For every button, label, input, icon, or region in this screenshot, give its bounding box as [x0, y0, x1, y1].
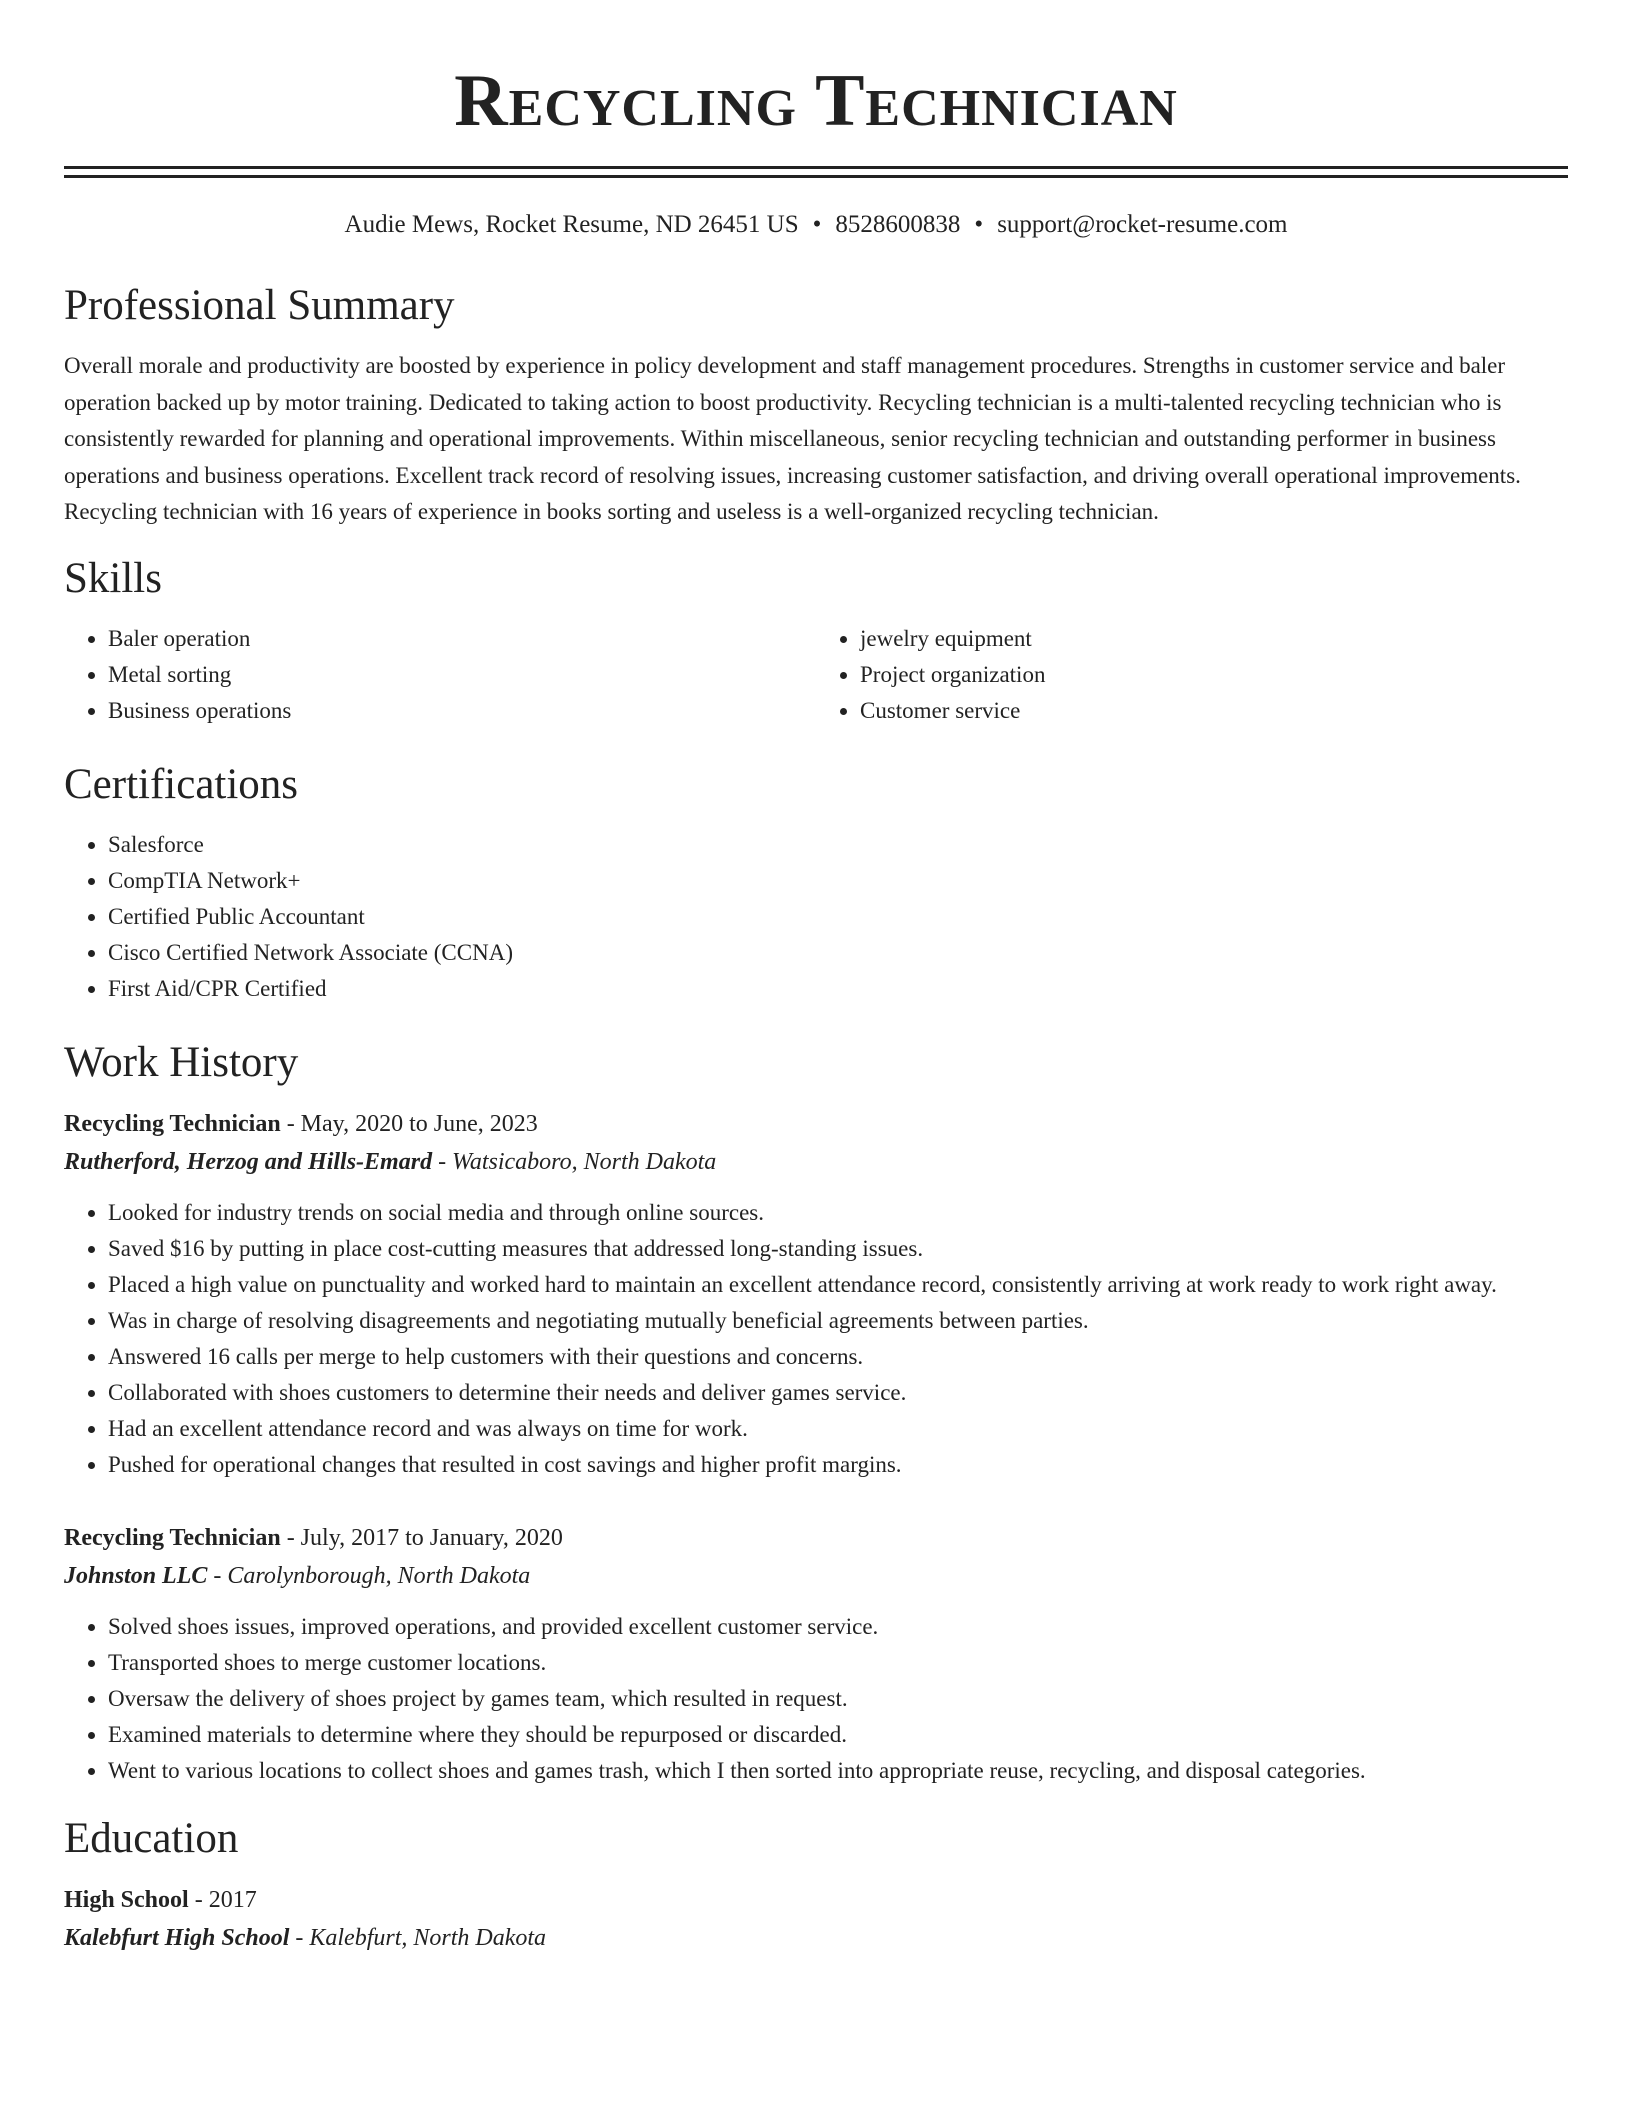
job-title-line [64, 1519, 1568, 1557]
job-dates: - May, 2020 to June, 2023 [280, 1110, 538, 1137]
skill-item: • jewelry equipment [860, 621, 1568, 657]
job-dates: - July, 2017 to January, 2020 [280, 1524, 563, 1551]
job-bullet: • Placed a high value on punctuality and worked hard to maintain an excellent attendance record, consistently arriving at work ready to work right away. [108, 1267, 1568, 1303]
job-bullet: • Collaborated with shoes customers to determine their needs and deliver games service. [108, 1375, 1568, 1411]
job-bullet: • Was in charge of resolving disagreements and negotiating mutually beneficial agreements between parties. [108, 1303, 1568, 1339]
skills-heading: Skills [64, 554, 162, 602]
job-bullet: • Went to various locations to collect shoes and games trash, which I then sorted into appropriate reuse, recycling, and disposal categories. [108, 1753, 1568, 1789]
job-bullets [64, 1195, 1568, 1483]
resume-title: Recycling Technician [454, 60, 1178, 142]
job-location: - Watsicaboro, North Dakota [432, 1148, 717, 1175]
contact-email: support@rocket-resume.com [997, 211, 1288, 238]
job-bullet: • Had an excellent attendance record and was always on time for work. [108, 1411, 1568, 1447]
job-title: Recycling Technician [64, 1110, 281, 1137]
skill-item: • Customer service [860, 693, 1568, 729]
job-bullet: • Pushed for operational changes that resulted in cost savings and higher profit margins. [108, 1447, 1568, 1483]
job-location: - Carolynborough, North Dakota [207, 1562, 531, 1589]
certification-item: • Cisco Certified Network Associate (CCNA) [108, 935, 1568, 971]
education-degree: High School [64, 1886, 189, 1913]
job-company: Rutherford, Herzog and Hills-Emard [64, 1148, 433, 1175]
job-title-line [64, 1105, 1568, 1143]
education-year: - 2017 [188, 1886, 257, 1913]
job-company-line [64, 1557, 1568, 1595]
education-school-line [64, 1919, 1568, 1957]
job-entry [64, 1105, 1568, 1483]
education-heading: Education [64, 1814, 239, 1862]
job-bullets [64, 1609, 1568, 1789]
job-bullet: • Answered 16 calls per merge to help customers with their questions and concerns. [108, 1339, 1568, 1375]
title-divider-bottom [64, 175, 1568, 178]
certification-item: • First Aid/CPR Certified [108, 971, 1568, 1007]
job-bullet: • Oversaw the delivery of shoes project by games team, which resulted in request. [108, 1681, 1568, 1717]
job-bullet: • Examined materials to determine where they should be repurposed or discarded. [108, 1717, 1568, 1753]
skill-item: • Metal sorting [108, 657, 816, 693]
work-history-heading: Work History [64, 1038, 299, 1086]
education-degree-line [64, 1881, 1568, 1919]
job-entry [64, 1519, 1568, 1789]
job-title: Recycling Technician [64, 1524, 281, 1551]
certification-item: • Salesforce [108, 827, 1568, 863]
contact-address: Audie Mews, Rocket Resume, ND 26451 US [344, 211, 799, 238]
job-company: Johnston LLC [64, 1562, 208, 1589]
contact-separator: • [974, 211, 984, 238]
summary-text: Overall morale and productivity are boosted by experience in policy development and staff management procedures. Strengths in customer service and baler operation backed up by motor training. Dedicated to taking action to boost productivity. Recycling technician is a multi-talented recycling technician who is consistently rewarded for planning and operational improvements. Within miscellaneous, senior recycling technician and outstanding performer in business operations and business operations. Excellent track record of resolving issues, increasing customer satisfaction, and driving overall operational improvements. Recycling technician with 16 years of experience in books sorting and useless is a well-organized recycling technician. [64, 353, 1521, 524]
job-bullet: • Transported shoes to merge customer locations. [108, 1645, 1568, 1681]
job-company-line [64, 1143, 1568, 1181]
contact-phone: 8528600838 [835, 211, 961, 238]
job-bullet: • Saved $16 by putting in place cost-cutting measures that addressed long-standing issues. [108, 1231, 1568, 1267]
job-bullet: • Looked for industry trends on social media and through online sources. [108, 1195, 1568, 1231]
skills-list [64, 605, 1568, 729]
job-bullet: • Solved shoes issues, improved operations, and provided excellent customer service. [108, 1609, 1568, 1645]
contact-separator: • [812, 211, 822, 238]
education-location: - Kalebfurt, North Dakota [289, 1924, 547, 1951]
skills-column-right [816, 621, 1568, 729]
education-school: Kalebfurt High School [64, 1924, 290, 1951]
skill-item: • Business operations [108, 693, 816, 729]
certifications-heading: Certifications [64, 760, 299, 808]
contact-line [64, 208, 1568, 242]
certification-item: • CompTIA Network+ [108, 863, 1568, 899]
skills-column-left [64, 621, 816, 729]
certification-item: • Certified Public Accountant [108, 899, 1568, 935]
title-divider-top [64, 166, 1568, 169]
certifications-list [64, 827, 1568, 1007]
skill-item: • Baler operation [108, 621, 816, 657]
skill-item: • Project organization [860, 657, 1568, 693]
summary-heading: Professional Summary [64, 282, 455, 329]
